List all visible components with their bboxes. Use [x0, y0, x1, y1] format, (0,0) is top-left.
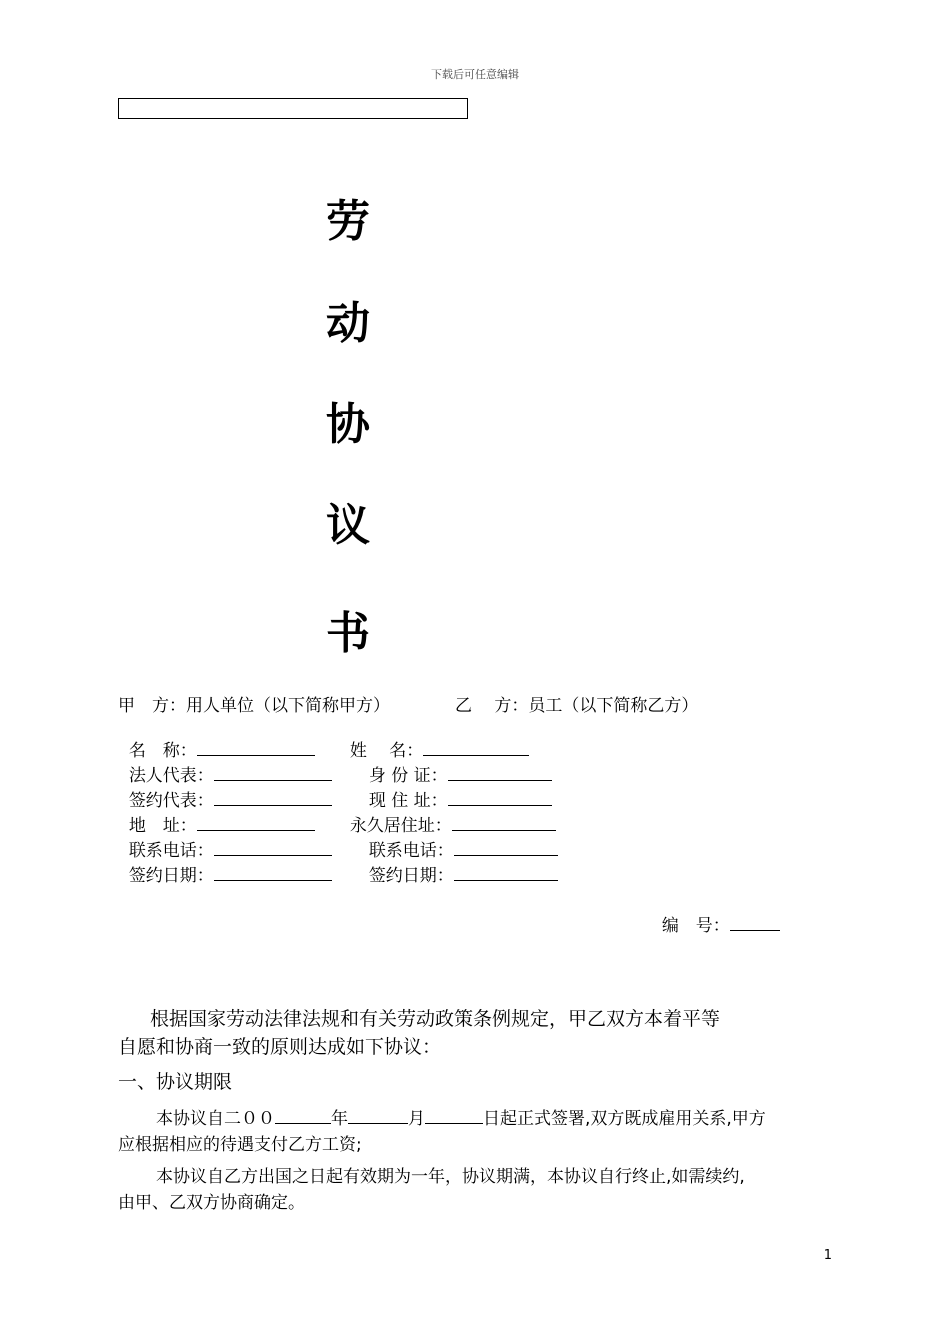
term-paragraph-2-line-2: 由甲、乙双方协商确定。	[118, 1193, 305, 1213]
title-char-2: 动	[326, 298, 370, 349]
text-segment: 年	[331, 1109, 348, 1129]
section-1-title: 一、协议期限	[118, 1071, 233, 1093]
field-label: 身 份 证：	[368, 766, 448, 786]
term-paragraph-2-line-1: 本协议自乙方出国之日起有效期为一年，协议期满，本协议自行终止,如需续约,	[156, 1167, 745, 1187]
employee-sign-date-blank[interactable]	[454, 866, 558, 881]
field-label: 联系电话：	[128, 841, 214, 861]
watermark-text: 下载后可任意编辑	[431, 68, 519, 81]
day-blank[interactable]	[425, 1109, 483, 1124]
serial-number-row	[651, 899, 780, 935]
title-char-3: 协	[326, 399, 370, 450]
text-segment: 日起正式签署,双方既成雇用关系,甲方	[483, 1109, 766, 1129]
term-paragraph-1-line-2: 应根据相应的待遇支付乙方工资;	[118, 1135, 362, 1155]
term-paragraph-2	[118, 1164, 842, 1216]
field-label: 联系电话：	[368, 841, 454, 861]
term-paragraph-1-line-1	[118, 1106, 834, 1132]
header-box	[118, 98, 468, 119]
party-b-date-row	[358, 849, 558, 885]
field-label: 姓 名：	[349, 741, 424, 761]
text-segment: 本协议自二００	[156, 1109, 275, 1129]
title-char-4: 议	[326, 500, 370, 551]
field-label: 签约日期：	[368, 866, 454, 886]
intro-line-1: 根据国家劳动法律法规和有关劳动政策条例规定，甲乙双方本着平等	[150, 1008, 721, 1030]
page-number: 1	[823, 1248, 832, 1263]
field-label: 法人代表：	[128, 766, 214, 786]
field-label: 地 址：	[128, 816, 197, 836]
company-sign-date-blank[interactable]	[214, 866, 332, 881]
field-label: 签约日期：	[128, 866, 214, 886]
intro-line-2: 自愿和协商一致的原则达成如下协议：	[118, 1036, 442, 1058]
field-label: 签约代表：	[128, 791, 214, 811]
year-blank[interactable]	[275, 1109, 331, 1124]
party-b-heading: 乙 方：员工（以下简称乙方）	[455, 696, 699, 716]
term-paragraph-1	[118, 1106, 834, 1158]
title-char-1: 劳	[326, 196, 370, 247]
party-a-heading: 甲 方：用人单位（以下简称甲方）	[118, 696, 390, 716]
party-a-date-row	[118, 849, 332, 885]
field-label: 现 住 址：	[368, 791, 448, 811]
field-label: 名 称：	[128, 741, 197, 761]
field-label: 永久居住址：	[349, 816, 452, 836]
serial-number-blank[interactable]	[730, 916, 780, 931]
serial-label: 编 号：	[661, 916, 730, 936]
intro-paragraph	[118, 1005, 834, 1061]
month-blank[interactable]	[348, 1109, 408, 1124]
title-char-5: 书	[326, 608, 370, 659]
text-segment: 月	[408, 1109, 425, 1129]
